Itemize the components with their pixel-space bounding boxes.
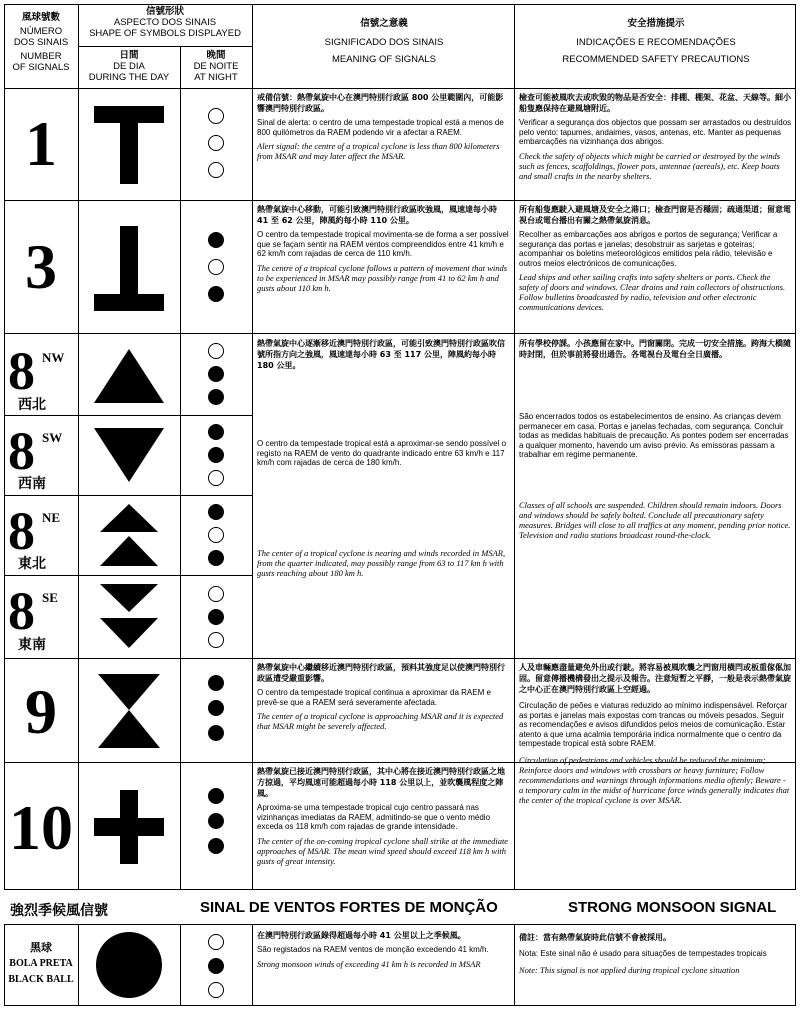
night-lamp (208, 343, 224, 359)
signal-number: 1 (25, 108, 57, 179)
night-lamp (208, 725, 224, 741)
night-lamp (208, 504, 224, 520)
meaning-signal-1: 戒備信號：熱帶氣旋中心在澳門特別行政區 800 公里範圍內，可能影響澳門特別行政區。 Sinal de alerta: o centro de uma tempestade tropical está a menos de 800 quilómetros da RAEM podendo vir a afectar a RAEM. Alert signal: the centre of a tropical cyclone is less than 800 kilometers from MSAR and may later affect the MSAR. (257, 93, 504, 162)
signal-direction-cjk: 西北 (18, 397, 46, 413)
night-lamp (208, 700, 224, 716)
night-lamp (208, 586, 224, 602)
signal-number: 3 (25, 231, 57, 302)
double-triangle-down-icon (80, 578, 178, 656)
meaning-signal-10: 熱帶氣旋已接近澳門特別行政區，其中心將在接近澳門特別行政區之地方掠過，平均風速可能超過每小時 118 公里以上，並吹襲風程度之陣風。 Aproxima-se uma tempestade tropical cujo centro passará nas vizinhanças imediatas da RAEM, admitindo-se que o vento médio exceda os 118 km/h com rajadas de grande intensidade. The center of the on-coming tropical cyclone shall strike at the immediate approaches of MSAR. The mean wind speed should exceed 118 km h with gusts of great intensity. (257, 767, 509, 866)
night-lamp (208, 108, 224, 124)
note-monsoon: 備註：當有熱帶氣旋時此信號不會被採用。 Nota: Este sinal não é usado para situações de tempestades tropicais Note: This signal is not applied during tropical cyclone situation (519, 933, 767, 975)
night-lamp (208, 286, 224, 302)
night-lamp (208, 550, 224, 566)
header-meaning: 信號之意義 SIGNIFICADO DOS SINAIS MEANING OF SIGNALS (324, 18, 444, 65)
meaning-monsoon: 在澳門特別行政區錄得超過每小時 41 公里以上之季候風。 São registados na RAEM ventos de monção excedendo 41 km/h. Strong monsoon winds of exceeding 41 km h is recorded in MSAR (257, 931, 489, 969)
inverted-t-shape-icon (80, 204, 178, 330)
column-divider (514, 924, 515, 1006)
column-divider (514, 4, 515, 890)
night-lamp (208, 424, 224, 440)
monsoon-title-en: STRONG MONSOON SIGNAL (568, 899, 777, 916)
reco-signal-3: 所有船隻應駛入避風塘及安全之港口；檢查門窗是否穩固；疏通渠道；留意電視台或電台播出有關之熱帶氣旋消息。 Recolher as embarcações aos abrigos e portos de segurança; Verificar a segurança das portas e janelas; desobstruir as sarjetas e goteiras; acompanhar os boletins meteorológicos emitidos pela rádio, televisão e outros meios electrónicos de comunicações. Lead ships and other sailing crafts into safety shelters or ports. Check the safety of doors and windows. Clear drains and rain collectors of obstructions. Follow bulletins broadcasted by radio, television and other electronic communications devices. (519, 205, 791, 313)
signal-number: 8 (8, 421, 35, 481)
night-lamp (208, 838, 224, 854)
meaning-signal-9: 熱帶氣旋中心繼續移近澳門特別行政區，預料其強度足以使澳門特別行政區遭受嚴重影響。 O centro da tempestade tropical continua a aproximar da RAEM e prevê-se que a RAEM será severamente afectada. The center of a tropical cyclone is approaching MSAR and it is expected that MSAR might be severely affected. (257, 663, 505, 732)
signal-direction-cjk: 西南 (18, 476, 46, 492)
t-shape-icon (80, 92, 178, 196)
signal-direction: NE (42, 510, 61, 525)
monsoon-title-pt: SINAL DE VENTOS FORTES DE MONÇÃO (200, 899, 498, 916)
header-night: 晚間 DE NOITE AT NIGHT (193, 50, 239, 83)
column-divider (252, 924, 253, 1006)
cross-icon (80, 766, 178, 888)
signal-direction-cjk: 東北 (18, 556, 46, 572)
night-lamp (208, 162, 224, 178)
monsoon-title-cjk: 強烈季候風信號 (10, 903, 108, 919)
column-divider (180, 46, 181, 890)
night-lamp (208, 982, 224, 998)
header-divider (4, 88, 796, 89)
black-ball-icon (80, 926, 178, 1004)
night-lamp (208, 259, 224, 275)
night-lamp (208, 934, 224, 950)
night-lamp (208, 813, 224, 829)
row-divider (4, 658, 796, 659)
signal-direction: SE (42, 590, 58, 605)
column-divider (180, 924, 181, 1006)
signal-number: 8 (8, 581, 35, 641)
night-lamp (208, 447, 224, 463)
signal-number: 10 (9, 792, 73, 863)
night-lamp (208, 609, 224, 625)
night-lamp (208, 675, 224, 691)
header-day: 日間 DE DIA DURING THE DAY (88, 50, 170, 83)
row-divider (4, 575, 252, 576)
double-triangle-up-icon (80, 498, 178, 574)
signal-direction-cjk: 東南 (18, 637, 46, 653)
meaning-signal-8: 熱帶氣旋中心逐漸移近澳門特別行政區，可能引致澳門特別行政區吹信號所指方向之強風，風速達每小時 63 至 117 公里，陣風約每小時 180 公里。 O centro da tempestade tropical está a aproximar-se sendo possível o registo na RAEM de vento do quadrante indicado entre 63 km/h e 117 km/h com rajadas de cerca de 180 km/h. The center of a tropical cyclone is nearing and winds recorded in MSAR, from the quarter indicated, may possibly range from 63 to 117 km h with gusts reaching about 180 km h. (257, 339, 507, 578)
night-lamp (208, 632, 224, 648)
header-recommendations: 安全措施提示 INDICAÇÕES E RECOMENDAÇÕES RECOMMENDED SAFETY PRECAUTIONS (562, 18, 750, 65)
night-lamp (208, 232, 224, 248)
reco-signal-9-10: 人及車輛應盡量避免外出或行駛。將容易被風吹襲之門窗用橫閂或板重傢俬加固。留意傳播機構發出之提示及報告。注意短暫之平靜，一般是表示熱帶氣旋之中心正在澳門特別行政區上空經過。 Circulação de peões e viaturas reduzido ao mínimo indispensável. Reforçar as portas e janelas mais expostas com trancas ou móveis pesados. Seguir as recomendações e avisos difundidos pelos meios de comunicação. Estar atento a que uma acalmia temporária indica normalmente que o centro da tempestade tropical está sobre RAEM. Circulation of pedestrians and vehicles should be reduced the minimum; Reinforce doors and windows with crossbars or heavy furniture; Follow recommendations and warnings through informations media oftenly; Beware - a temporary calm in the midst of hurricane force winds generally indicates that the center of the tropical cyclone is over MSAR. (519, 663, 791, 805)
signal-direction: SW (42, 430, 63, 445)
column-divider (78, 4, 79, 890)
night-lamp (208, 958, 224, 974)
night-lamp (208, 470, 224, 486)
night-lamp (208, 135, 224, 151)
row-divider (4, 495, 252, 496)
meaning-signal-3: 熱帶氣旋中心移動，可能引致澳門特別行政區吹強風，風速達每小時 41 至 62 公里，陣風約每小時 110 公里。 O centro da tempestade tropical movimenta-se de forma a ser possível que se façam sentir na RAEM ventos compreendidos entre 41 km/h e 62 km/h com rajadas de cerca de 110 km/h. The centre of a tropical cyclone follows a pattern of movement that winds to be experienced in MSAR may possibly range from 41 to 62 km h and gusts about 110 km h. (257, 205, 509, 293)
row-divider (4, 200, 796, 201)
reco-signal-1: 檢查可能被風吹去或吹毀的物品是否安全：排棚、棚架、花盆、天線等。細小船隻應保持在避風塘附近。 Verificar a segurança dos objectos que possam ser arrastados ou destruídos pelo vento: tapumes, andaimes, vasos, antenas, etc. Manter as pequenas embarcações na vizinhança dos abrigos. Check the safety of objects which might be carried or destroyed by the winds such as fences, scaffoldings, flower pots, antennae (aereals), etc. Keep boats and small crafts in the nearby shelters. (519, 93, 792, 181)
triangle-up-icon (80, 337, 178, 413)
header-shape: 信號形狀 ASPECTO DOS SINAIS SHAPE OF SYMBOLS DISPLAYED (89, 6, 241, 39)
monsoon-signal-name: 黑球 BOLA PRETA BLACK BALL (8, 941, 74, 985)
triangle-down-icon (80, 418, 178, 494)
row-divider (4, 333, 796, 334)
signal-direction: NW (42, 350, 65, 365)
column-divider (252, 4, 253, 890)
signal-number: 9 (25, 676, 57, 747)
column-divider (78, 924, 79, 1006)
header-number: 風球號數 NÚMERO DOS SINAIS NUMBER OF SIGNALS (12, 12, 70, 73)
night-lamp (208, 788, 224, 804)
night-lamp (208, 527, 224, 543)
reco-signal-8: 所有學校停課。小孩應留在家中。門窗關閉。完成一切安全措施。跨海大橋隨時封閉，但於事前將發出通告。各電視台及電台全日廣播。 São encerrados todos os estabelecimentos de ensino. As crianças devem permanecer em casa. Portas e janelas fechadas, com segurança. Concluir todas as medidas habituais de precaução. As pontes podem ser encerradas a qualquer momento, havendo um aviso prévio. As emissoras passam a trabalhar em regime permanente. Classes of all schools are suspended. Children should remain indoors. Doors and windows should be safely bolted. Conclude all precautionary safety measures. Bridges will close to all traffics at any moment, pending prior notice. Television and radio stations broadcast round-the-clock. (519, 339, 791, 540)
header-divider (78, 46, 252, 47)
night-lamp (208, 389, 224, 405)
signal-number: 8 (8, 341, 35, 401)
row-divider (4, 415, 252, 416)
signal-number: 8 (8, 501, 35, 561)
hourglass-icon (80, 662, 178, 760)
night-lamp (208, 366, 224, 382)
